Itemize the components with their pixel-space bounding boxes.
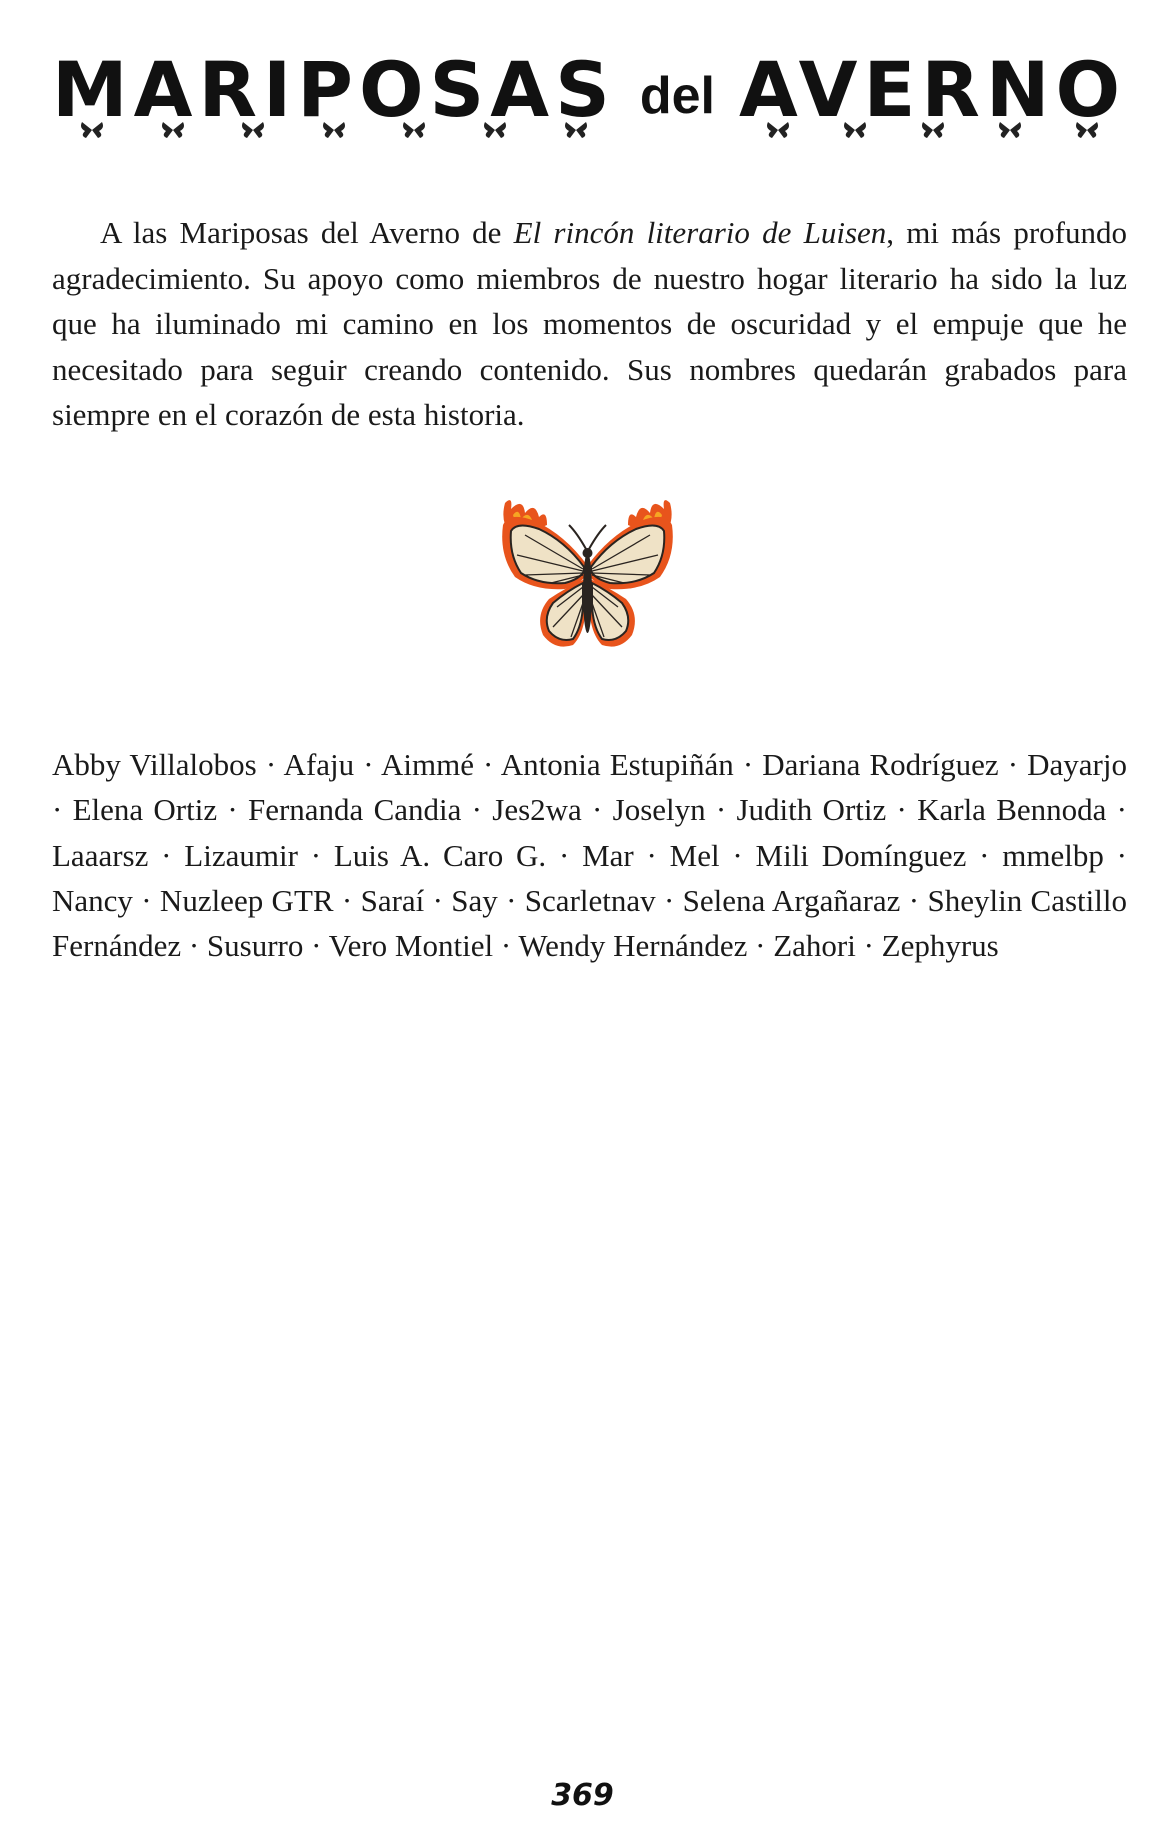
title-butterflies-decoration <box>52 120 616 142</box>
dedication-paragraph <box>52 210 1127 438</box>
mini-butterfly-icon <box>401 120 427 140</box>
mini-butterfly-icon <box>563 120 589 140</box>
mini-butterfly-icon <box>842 120 868 140</box>
mini-butterfly-icon <box>765 120 791 140</box>
mini-butterfly-icon <box>920 120 946 140</box>
page-number: 369 <box>551 1778 614 1813</box>
mini-butterfly-icon <box>1074 120 1100 140</box>
title-butterflies-decoration <box>739 120 1126 142</box>
title-word-mariposas: MARIPOSAS <box>52 52 616 128</box>
chapter-title <box>52 38 1127 134</box>
mini-butterfly-icon <box>482 120 508 140</box>
title-word-averno: AVERNO <box>739 52 1126 128</box>
flaming-butterfly-icon <box>495 495 680 657</box>
mini-butterfly-icon <box>160 120 186 140</box>
dedication-text-end: , mi más profundo agradecimiento. Su apoyo como miembros de nuestro hogar literario ha sido la luz que ha iluminado mi camino en los momentos de oscuridad y el empuje que he necesitado para seguir creando contenido. Sus nombres quedarán grabados para siempre en el corazón de esta historia. <box>52 215 1127 432</box>
dedication-book-title: El rincón literario de Luisen <box>513 215 887 250</box>
supporters-list: Abby Villalobos · Afaju · Aimmé · Antonia Estupiñán · Dariana Rodríguez · Dayarjo · Elena Ortiz · Fernanda Candia · Jes2wa · Joselyn · Judith Ortiz · Karla Bennoda · Laaarsz · Lizaumir · Luis A. Caro G. · Mar · Mel · Mili Domínguez · mmelbp · Nancy · Nuzleep GTR · Saraí · Say · Scarletnav · Selena Argañaraz · Sheylin Castillo Fernández · Susurro · Vero Montiel · Wendy Hernández · Zahori · Zephyrus <box>52 747 1127 964</box>
mini-butterfly-icon <box>240 120 266 140</box>
mini-butterfly-icon <box>79 120 105 140</box>
title-word-del: del <box>639 67 715 125</box>
mini-butterfly-icon <box>321 120 347 140</box>
mini-butterfly-icon <box>997 120 1023 140</box>
dedication-text-start: A las Mariposas del Averno de <box>100 215 514 250</box>
